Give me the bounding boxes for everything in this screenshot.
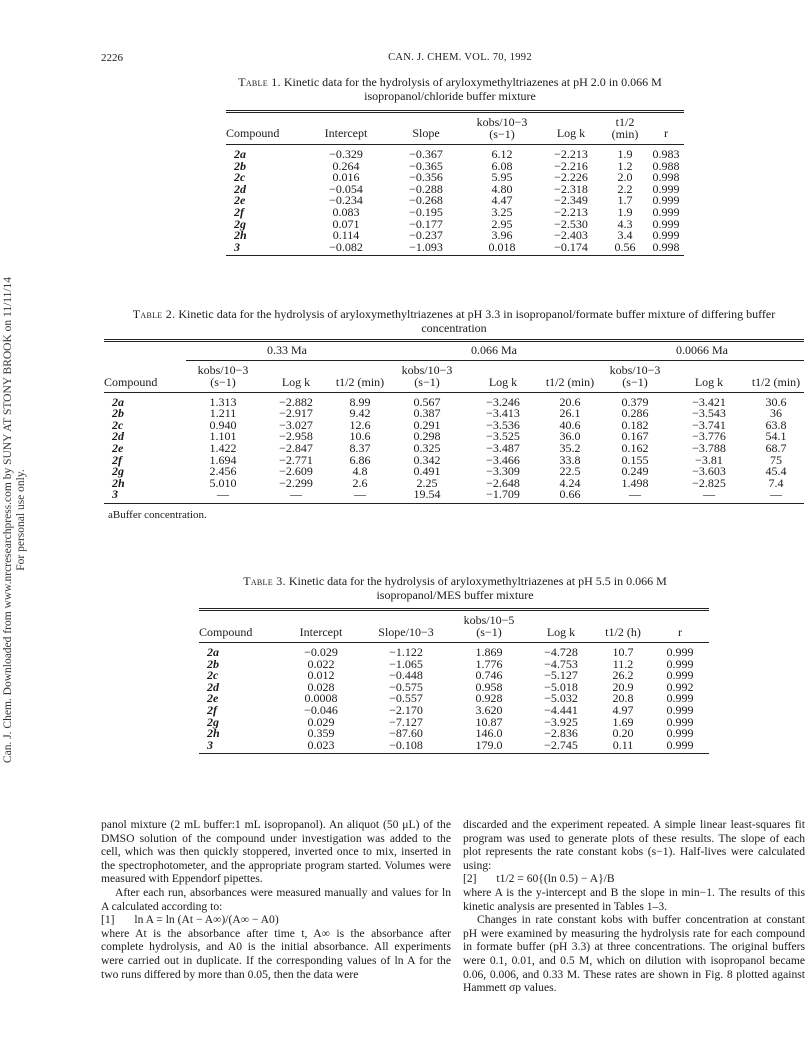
- table3-cell: 0.999: [666, 645, 694, 659]
- table3-caption-text: Kinetic data for the hydrolysis of aryloxymethyltriazenes at pH 5.5 in 0.066 M isopropanol/MES buffer mixture: [288, 574, 667, 602]
- table2-compound-cell: 3: [112, 487, 118, 502]
- table1-caption-prefix: Table 1.: [238, 75, 281, 89]
- table2-cell: 0.155: [621, 452, 649, 467]
- table3-compound-cell: 2d: [207, 679, 219, 694]
- table3-cell: 0.11: [612, 737, 634, 752]
- table1-cell: −2.403: [554, 228, 588, 243]
- table2-cell: 1.694: [209, 452, 237, 467]
- table3-cell: −4.441: [544, 702, 578, 717]
- table2-cell: −3.466: [486, 452, 520, 467]
- table1-col-r: r: [664, 126, 668, 141]
- table3-cell: −5.127: [544, 668, 578, 683]
- table1-cell: 0.988: [652, 158, 680, 173]
- table2-group-1: 0.33 Ma: [186, 341, 388, 361]
- table1-compound-cell: 2c: [234, 170, 246, 185]
- table3-cell: 0.022: [307, 656, 335, 671]
- table2-cell: 36: [770, 406, 782, 421]
- table1-col-logk: Log k: [556, 126, 586, 141]
- table2-caption-prefix: Table 2.: [132, 307, 176, 321]
- table3-cell: 0.028: [307, 679, 335, 694]
- table2-cell: −3.741: [692, 417, 726, 432]
- table1-cell: −2.216: [554, 158, 588, 173]
- table1-cell: −0.268: [409, 193, 443, 208]
- table2-cell: 35.2: [559, 440, 581, 455]
- table1-compound-cell: 2b: [234, 158, 246, 173]
- body-left-p2: After each run, absorbances were measured manually and values for ln A calculated according to:: [101, 885, 451, 913]
- table2-cell: −3.309: [486, 464, 520, 479]
- table3-cell: 20.8: [612, 691, 634, 706]
- table3-cell: 0.999: [666, 737, 694, 752]
- table2-header-row: [104, 360, 804, 392]
- table1-compound-cell: 2e: [234, 193, 246, 208]
- table3-cell: 1.776: [475, 656, 503, 671]
- table2-cell: —: [770, 487, 782, 502]
- table2-cell: 8.37: [349, 440, 371, 455]
- table2-cell: 20.6: [559, 394, 581, 409]
- table1-col-kobs: kobs/10−3 (s−1): [476, 115, 528, 141]
- table3-cell: 11.2: [612, 656, 634, 671]
- table3-cell: −1.122: [389, 645, 423, 659]
- table3-cell: 4.97: [612, 702, 634, 717]
- table2-cell: 1.422: [209, 440, 237, 455]
- table1-cell: −0.365: [409, 158, 443, 173]
- table1-cell: −0.367: [409, 147, 443, 161]
- table3: [199, 608, 709, 754]
- table3-cell: 20.9: [612, 679, 634, 694]
- table3-cell: 0.992: [666, 679, 694, 694]
- table1-cell: 0.999: [652, 216, 680, 231]
- table3-column-header: Compound: [199, 625, 253, 639]
- table2-cell: 1.313: [209, 394, 237, 409]
- table1-cell: 0.983: [652, 147, 680, 161]
- table2-column-header: Log k: [488, 374, 518, 389]
- table1-cell: 0.999: [652, 193, 680, 208]
- table1-cell: 6.12: [491, 147, 513, 161]
- table1-cell: 0.016: [332, 170, 360, 185]
- table3-cell: 0.999: [666, 668, 694, 683]
- body-right-p1: discarded and the experiment repeated. A simple linear least-squares fit program was used to generate plots of these results. The slope of each plot represents the rate constant kobs (s−1). Half-lives were calculated using:: [463, 818, 805, 872]
- table3-cell: 0.023: [307, 737, 335, 752]
- table2-compound-cell: 2b: [112, 406, 124, 421]
- table1-cell: −0.329: [329, 147, 363, 161]
- table3-cell: −0.029: [304, 645, 338, 659]
- table3-cell: 0.958: [475, 679, 503, 694]
- table2-cell: 36.0: [559, 429, 581, 444]
- table2-cell: 10.6: [349, 429, 371, 444]
- table1-cell: −2.213: [554, 147, 588, 161]
- table2-cell: 0.66: [559, 487, 581, 502]
- table3-row: [199, 740, 709, 752]
- equation-2-text: t1/2 = 60{(ln 0.5) − A}/B: [496, 872, 615, 886]
- table2-cell: 0.162: [621, 440, 649, 455]
- table1-cell: −0.234: [329, 193, 363, 208]
- table1-compound-cell: 2f: [234, 204, 244, 219]
- equation-2-number: [2]: [463, 872, 477, 886]
- table2-cell: −3.413: [486, 406, 520, 421]
- table2-compound-cell: 2a: [112, 394, 124, 409]
- table3-cell: 3.620: [475, 702, 503, 717]
- table2-footnote: aBuffer concentration.: [108, 508, 207, 521]
- table2-group-2: 0.066 Ma: [388, 341, 600, 361]
- table2-compound-cell: 2f: [112, 452, 122, 467]
- table2-cell: 9.42: [349, 406, 371, 421]
- table3-cell: −5.032: [544, 691, 578, 706]
- table3-cell: −87.60: [389, 726, 423, 741]
- table3-cell: −4.753: [544, 656, 578, 671]
- table1-col-compound: Compound: [226, 126, 280, 141]
- table2-cell: 1.498: [621, 475, 649, 490]
- table2-cell: −2.648: [486, 475, 520, 490]
- body-left-p1: panol mixture (2 mL buffer:1 mL isopropanol). An aliquot (50 μL) of the DMSO solution of the compound under investigation was added to the cell, which was then quickly stoppered, inverted once to mix, inserted in the spectrophotometer, and the appropriate program started. Volumes were measured with Eppendorf pipettes.: [101, 818, 451, 886]
- table2-cell: −2.825: [692, 475, 726, 490]
- table1-cell: 0.071: [332, 216, 360, 231]
- table2-column-header: kobs/10−3 (s−1): [609, 362, 661, 389]
- table2-compound-cell: 2g: [112, 464, 124, 479]
- download-notice-line-1: Can. J. Chem. Downloaded from www.nrcresearchpress.com by SUNY AT STONY BROOK on 11/11/14: [2, 276, 14, 764]
- table3-column-header: Slope/10−3: [378, 625, 434, 639]
- table3-cell: 0.999: [666, 714, 694, 729]
- table1-compound-cell: 2g: [234, 216, 246, 231]
- table3-cell: 0.999: [666, 691, 694, 706]
- table1-cell: 0.999: [652, 204, 680, 219]
- table2-cell: 0.291: [413, 417, 441, 432]
- table2-cell: 30.6: [765, 394, 787, 409]
- table1: [226, 110, 684, 256]
- table3-cell: −5.018: [544, 679, 578, 694]
- table1-col-intercept: Intercept: [324, 126, 368, 141]
- table1-cell: 0.083: [332, 204, 360, 219]
- table2-cell: 2.25: [416, 475, 438, 490]
- table2-cell: 7.4: [768, 475, 784, 490]
- table2-cell: —: [290, 487, 302, 502]
- table1-cell: 4.80: [491, 181, 513, 196]
- table3-cell: −0.108: [389, 737, 423, 752]
- table1-row: [226, 207, 684, 219]
- table1-cell: 1.7: [617, 193, 633, 208]
- table2-cell: 2.456: [209, 464, 237, 479]
- table3-cell: −0.448: [389, 668, 423, 683]
- table2-cell: −3.246: [486, 394, 520, 409]
- table2-column-header: kobs/10−3 (s−1): [401, 362, 453, 389]
- table1-row: [226, 172, 684, 184]
- table3-cell: 146.0: [475, 726, 503, 741]
- table1-cell: −2.226: [554, 170, 588, 185]
- table2-cell: —: [217, 487, 229, 502]
- table2-cell: 0.167: [621, 429, 649, 444]
- table2-cell: −3.543: [692, 406, 726, 421]
- body-right-p2: where A is the y-intercept and B the slope in min−1. The results of this kinetic analysis are presented in Tables 1–3.: [463, 885, 805, 913]
- download-notice-line-2: For personal use only.: [15, 469, 27, 571]
- table3-cell: 0.359: [307, 726, 335, 741]
- table1-cell: 6.08: [491, 158, 513, 173]
- table3-cell: 0.0008: [304, 691, 338, 706]
- table1-cell: −2.530: [554, 216, 588, 231]
- table1-cell: 1.9: [617, 204, 633, 219]
- table1-cell: −0.288: [409, 181, 443, 196]
- table2-column-header: t1/2 (min): [545, 374, 595, 389]
- table1-caption: [210, 75, 690, 103]
- table2-cell: 6.86: [349, 452, 371, 467]
- table3-compound-cell: 2c: [207, 668, 219, 683]
- table2-row: [104, 478, 804, 490]
- table2-column-header: kobs/10−3 (s−1): [197, 362, 249, 389]
- table3-cell: 0.928: [475, 691, 503, 706]
- table2-cell: 68.7: [765, 440, 787, 455]
- page-number: 2226: [101, 52, 123, 64]
- table3-cell: 0.746: [475, 668, 503, 683]
- table2-cell: 1.211: [209, 406, 237, 421]
- running-head: CAN. J. CHEM. VOL. 70, 1992: [388, 52, 532, 63]
- table1-cell: 0.114: [332, 228, 360, 243]
- table3-cell: 179.0: [475, 737, 503, 752]
- table3-caption: [220, 574, 690, 602]
- table1-row: [226, 145, 684, 161]
- table2-cell: 54.1: [765, 429, 787, 444]
- table3-cell: −4.728: [544, 645, 578, 659]
- table3-column-header: t1/2 (h): [605, 625, 641, 639]
- table1-cell: −0.174: [554, 239, 588, 254]
- table3-cell: 0.999: [666, 702, 694, 717]
- table1-cell: 2.2: [617, 181, 633, 196]
- table1-cell: −0.177: [409, 216, 443, 231]
- table1-cell: 0.998: [652, 239, 680, 254]
- table2-cell: 0.567: [413, 394, 441, 409]
- table1-row: [226, 184, 684, 196]
- table3-column-header: r: [678, 625, 682, 639]
- table3-compound-cell: 2e: [207, 691, 219, 706]
- table2-cell: 0.379: [621, 394, 649, 409]
- table3-cell: 0.029: [307, 714, 335, 729]
- table2-column-header: t1/2 (min): [751, 374, 801, 389]
- table2-cell: 0.387: [413, 406, 441, 421]
- table2-cell: 26.1: [559, 406, 581, 421]
- table3-cell: 26.2: [612, 668, 634, 683]
- table2-row: [104, 489, 804, 501]
- table1-cell: 3.25: [491, 204, 513, 219]
- table2-cell: 4.8: [352, 464, 368, 479]
- equation-1-text: ln A = ln (At − A∞)/(A∞ − A0): [134, 913, 279, 927]
- table2-cell: 0.342: [413, 452, 441, 467]
- table2-cell: 0.940: [209, 417, 237, 432]
- table1-cell: 2.95: [491, 216, 513, 231]
- table3-cell: 1.69: [612, 714, 634, 729]
- table2-cell: 0.249: [621, 464, 649, 479]
- table3-cell: −0.557: [389, 691, 423, 706]
- table2-cell: −3.81: [695, 452, 723, 467]
- table1-compound-cell: 2a: [234, 147, 246, 161]
- table2-cell: 0.286: [621, 406, 649, 421]
- table2-cell: −2.882: [279, 394, 313, 409]
- table1-cell: 2.0: [617, 170, 633, 185]
- table2-cell: 75: [770, 452, 782, 467]
- download-notice: [2, 100, 28, 940]
- table2-column-header: Log k: [694, 374, 724, 389]
- table3-cell: −7.127: [389, 714, 423, 729]
- table1-cell: 0.998: [652, 170, 680, 185]
- table1-cell: 4.47: [491, 193, 513, 208]
- table3-compound-cell: 2f: [207, 702, 217, 717]
- table1-col-slope: Slope: [412, 126, 440, 141]
- table3-cell: 0.999: [666, 656, 694, 671]
- table1-col-thalf: t1/2 (min): [611, 115, 639, 141]
- body-right-column: [463, 818, 805, 995]
- table2-compound-cell: 2c: [112, 417, 124, 432]
- table2-cell: −3.536: [486, 417, 520, 432]
- table1-cell: 3.96: [491, 228, 513, 243]
- table1-cell: 0.018: [488, 239, 516, 254]
- table3-cell: 1.869: [475, 645, 503, 659]
- table2-cell: −3.487: [486, 440, 520, 455]
- table2-caption: [104, 307, 804, 335]
- table3-cell: −2.170: [389, 702, 423, 717]
- table3-cell: 0.012: [307, 668, 335, 683]
- table2-cell: 0.491: [413, 464, 441, 479]
- table3-body: [199, 643, 709, 752]
- table2-column-header: Log k: [281, 374, 311, 389]
- table1-row: [226, 219, 684, 231]
- table3-cell: −1.065: [389, 656, 423, 671]
- table3-cell: 10.7: [612, 645, 634, 659]
- table2-body: [104, 392, 804, 501]
- table1-cell: −0.356: [409, 170, 443, 185]
- table1-row: [226, 161, 684, 173]
- table1-cell: 5.95: [491, 170, 513, 185]
- table2-cell: 0.298: [413, 429, 441, 444]
- equation-1: [101, 913, 451, 927]
- table3-compound-cell: 2h: [207, 726, 220, 741]
- table1-cell: 4.3: [617, 216, 633, 231]
- table2-cell: −3.776: [692, 429, 726, 444]
- table2-cell: −3.027: [279, 417, 313, 432]
- table2-cell: 0.182: [621, 417, 649, 432]
- table1-cell: −0.237: [409, 228, 443, 243]
- table2-cell: −3.788: [692, 440, 726, 455]
- table1-compound-cell: 2d: [234, 181, 246, 196]
- table1-cell: −0.054: [329, 181, 363, 196]
- table3-cell: 0.20: [612, 726, 634, 741]
- table2-cell: 1.101: [209, 429, 237, 444]
- table3-compound-cell: 3: [207, 737, 213, 752]
- table2-cell: 33.8: [559, 452, 581, 467]
- table2-cell: 5.010: [209, 475, 237, 490]
- table2-cell: −3.525: [486, 429, 520, 444]
- table2-cell: 22.5: [559, 464, 581, 479]
- table1-cell: −0.082: [329, 239, 363, 254]
- table2-cell: 8.99: [349, 394, 371, 409]
- table2-caption-text: Kinetic data for the hydrolysis of aryloxymethyltriazenes at pH 3.3 in isopropanol/formate buffer mixture of differing buffer concentration: [178, 307, 776, 335]
- table2-cell: −3.421: [692, 394, 726, 409]
- table3-cell: 0.999: [666, 726, 694, 741]
- body-right-p3: Changes in rate constant kobs with buffer concentration at constant pH were examined by measuring the hydrolysis rate for each compound in formate buffer (pH 3.3) at three concentrations. The original buffers were 0.1, 0.01, and 0.5 M, which on dilution with isopropanol became 0.06, 0.006, and 0.33 M. These rates are shown in Fig. 8 plotted against Hammett σp values.: [463, 913, 805, 995]
- table2-cell: −3.603: [692, 464, 726, 479]
- table1-cell: 1.2: [617, 158, 633, 173]
- table1-cell: −2.213: [554, 204, 588, 219]
- table1-cell: −1.093: [409, 239, 443, 254]
- table1-cell: −2.349: [554, 193, 588, 208]
- table1-cell: 1.9: [617, 147, 633, 161]
- table3-column-header: Intercept: [299, 625, 343, 639]
- table2-group-3: 0.0066 Ma: [600, 341, 804, 361]
- table2-cell: 19.54: [413, 487, 441, 502]
- table2: [104, 339, 804, 521]
- table3-cell: −3.925: [544, 714, 578, 729]
- table3-cell: −2.745: [544, 737, 578, 752]
- table2-cell: —: [703, 487, 715, 502]
- table2-cell: 40.6: [559, 417, 581, 432]
- body-left-column: [101, 818, 451, 981]
- table2-cell: −1.709: [486, 487, 520, 502]
- table3-cell: −0.575: [389, 679, 423, 694]
- table2-cell: 2.6: [352, 475, 368, 490]
- table1-row: [226, 242, 684, 254]
- table3-compound-cell: 2g: [207, 714, 219, 729]
- table2-compound-cell: 2d: [112, 429, 124, 444]
- equation-2: [463, 872, 805, 886]
- table2-cell: −2.299: [279, 475, 313, 490]
- table2-column-header: t1/2 (min): [335, 374, 385, 389]
- table2-column-header: Compound: [104, 374, 158, 389]
- table2-cell: 45.4: [765, 464, 787, 479]
- table3-cell: −0.046: [304, 702, 338, 717]
- table3-cell: −2.836: [544, 726, 578, 741]
- table2-cell: 4.24: [559, 475, 581, 490]
- table2-cell: 63.8: [765, 417, 787, 432]
- table1-compound-cell: 3: [234, 239, 240, 254]
- table2-compound-cell: 2h: [112, 475, 125, 490]
- table3-column-header: Log k: [546, 625, 576, 639]
- table1-cell: 0.264: [332, 158, 360, 173]
- table3-column-header: kobs/10−5 (s−1): [463, 613, 515, 639]
- table1-cell: 0.999: [652, 228, 680, 243]
- body-left-p3: where At is the absorbance after time t, A∞ is the absorbance after complete hydrolysis, and A0 is the initial absorbance. All experiments were carried out in duplicate. If the corresponding values of ln A for the two runs differed by more than 0.05, then the data were: [101, 926, 451, 981]
- table1-cell: −0.195: [409, 204, 443, 219]
- table2-compound-cell: 2e: [112, 440, 124, 455]
- table3-caption-prefix: Table 3.: [243, 574, 286, 588]
- table1-cell: 3.4: [617, 228, 633, 243]
- table1-cell: 0.999: [652, 181, 680, 196]
- equation-1-number: [1]: [101, 913, 115, 927]
- table1-cell: 0.56: [614, 239, 636, 254]
- table2-cell: −2.609: [279, 464, 313, 479]
- table2-cell: −2.917: [279, 406, 313, 421]
- table1-compound-cell: 2h: [234, 228, 247, 243]
- table3-cell: 10.87: [475, 714, 503, 729]
- table2-cell: —: [354, 487, 366, 502]
- table3-header-row: [199, 610, 709, 643]
- table2-cell: −2.847: [279, 440, 313, 455]
- table1-body: [226, 145, 684, 254]
- table2-cell: 0.325: [413, 440, 441, 455]
- table2-cell: 12.6: [349, 417, 371, 432]
- table2-cell: −2.771: [279, 452, 313, 467]
- table3-compound-cell: 2b: [207, 656, 219, 671]
- table3-compound-cell: 2a: [207, 645, 219, 659]
- table2-cell: —: [629, 487, 641, 502]
- table1-row: [226, 195, 684, 207]
- table1-cell: −2.318: [554, 181, 588, 196]
- table1-caption-text: Kinetic data for the hydrolysis of aryloxymethyltriazenes at pH 2.0 in 0.066 M isopropanol/chloride buffer mixture: [283, 75, 662, 103]
- table2-cell: −2.958: [279, 429, 313, 444]
